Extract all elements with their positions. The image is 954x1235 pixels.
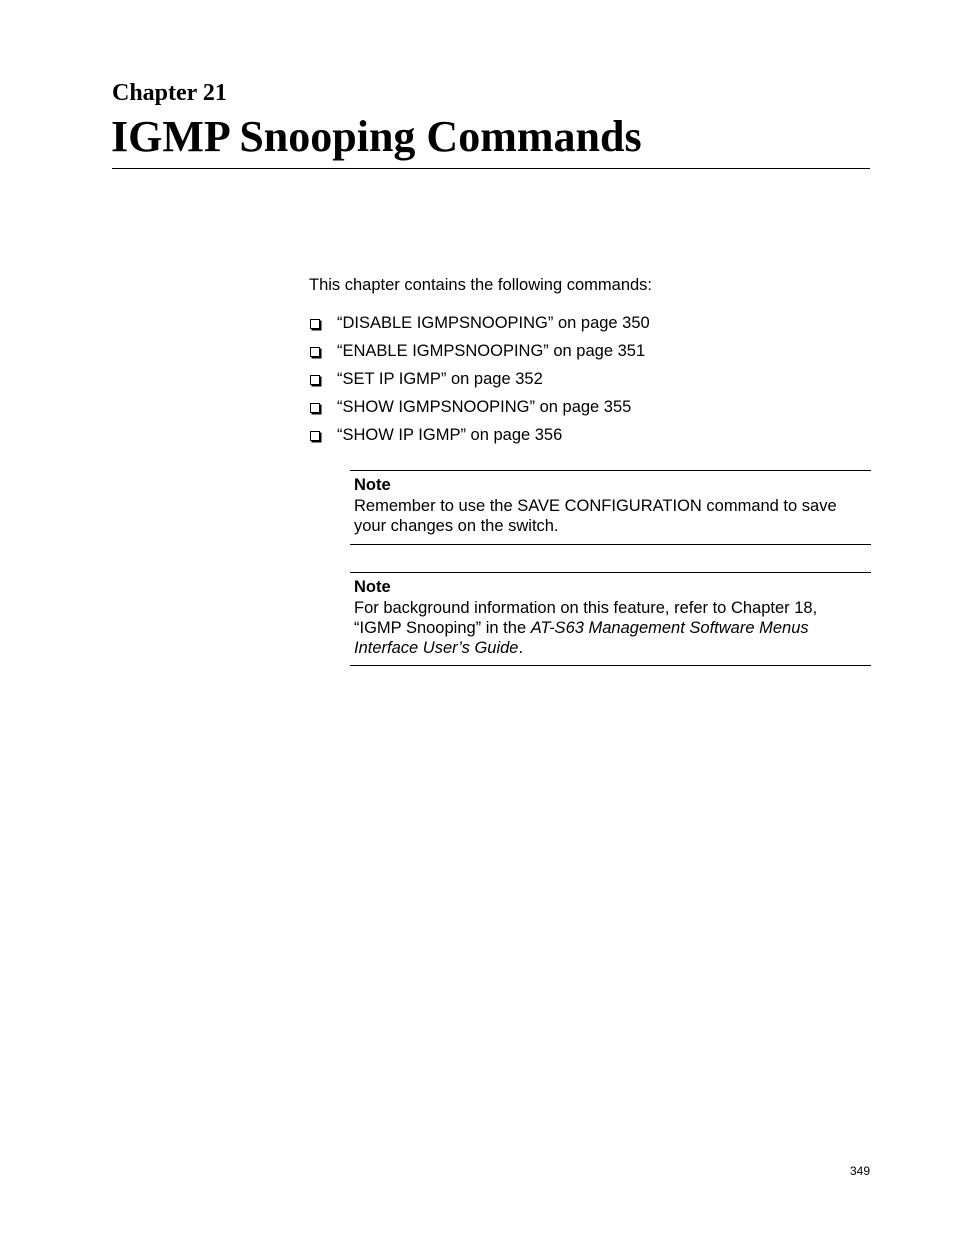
checkbox-bullet-icon [310,403,320,413]
checkbox-bullet-icon [310,431,320,441]
note-body: Remember to use the SAVE CONFIGURATION command to save your changes on the switch. [354,497,837,535]
note-heading: Note [354,578,391,596]
intro-text: This chapter contains the following commands: [309,276,653,294]
checkbox-bullet-icon [310,319,320,329]
command-link[interactable]: “SHOW IGMPSNOOPING” on page 355 [337,398,632,416]
command-list-item [309,396,650,424]
note-heading: Note [354,476,391,494]
command-link[interactable]: “SHOW IP IGMP” on page 356 [337,426,563,444]
command-link[interactable]: “DISABLE IGMPSNOOPING” on page 350 [337,314,650,332]
note-body-text: For background information on this feature, refer to Chapter 18, “IGMP Snooping” in the [354,599,818,637]
command-list [309,312,650,452]
command-list-item [309,424,650,452]
checkbox-bullet-icon [310,347,320,357]
command-list-item [309,312,650,340]
command-list-item [309,368,650,396]
note-body [354,598,867,658]
note-body-end: . [518,639,524,657]
note-background-info [350,572,871,666]
page-number: 349 [849,1164,870,1178]
command-link[interactable]: “SET IP IGMP” on page 352 [337,370,543,388]
note-save-configuration [350,470,871,545]
command-link[interactable]: “ENABLE IGMPSNOOPING” on page 351 [337,342,646,360]
title-divider [112,168,870,169]
command-list-item [309,340,650,368]
chapter-label: Chapter 21 [112,80,227,106]
guide-title: AT-S63 Management Software Menus Interface User’s Guide [354,619,809,657]
page-title: IGMP Snooping Commands [111,112,642,161]
checkbox-bullet-icon [310,375,320,385]
